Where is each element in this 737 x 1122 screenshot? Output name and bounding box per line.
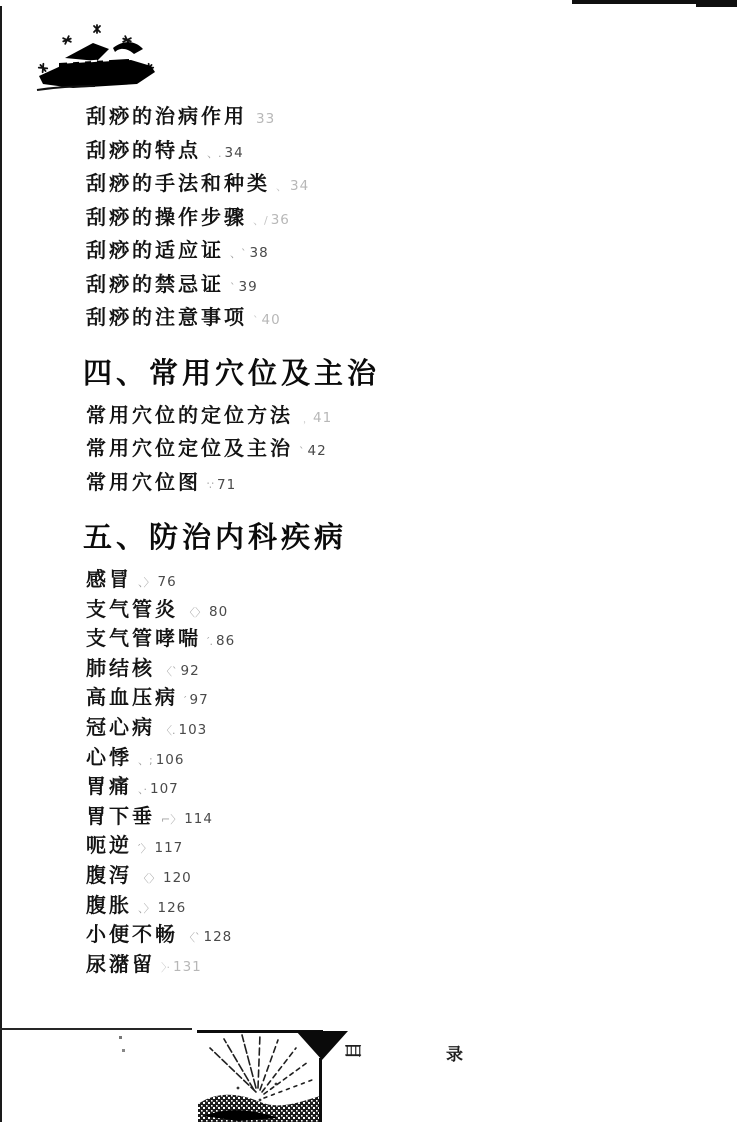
entry-page-number: 97 <box>189 692 209 709</box>
entry-title: 常用穴位定位及主治 <box>86 436 293 460</box>
entry-title: 感冒 <box>86 567 132 591</box>
footer-label-mu: 目 <box>342 1042 362 1059</box>
entry-leader-marks: 、. <box>207 146 222 160</box>
scan-speck <box>122 1049 125 1052</box>
entry-title: 常用穴位的定位方法 <box>86 402 293 427</box>
entry-title: 刮痧的特点 <box>86 137 201 162</box>
toc-entry <box>86 167 626 201</box>
boat-emblem-icon <box>33 18 167 102</box>
entry-title: 支气管哮喘 <box>86 626 201 651</box>
toc-entry <box>86 770 626 800</box>
entry-page-number: 40 <box>261 312 281 328</box>
footer-rule-left <box>0 1028 192 1030</box>
entry-title: 胃痛 <box>86 774 132 799</box>
entry-page-number: 86 <box>216 633 236 650</box>
entry-page-number: 80 <box>209 603 229 620</box>
entry-page-number: 36 <box>270 211 290 228</box>
entry-page-number: 126 <box>157 899 187 916</box>
toc-entry <box>86 918 626 948</box>
entry-leader-marks: 、〉 <box>138 901 155 915</box>
entry-page-number: 39 <box>238 278 258 295</box>
entry-page-number: 34 <box>290 178 310 194</box>
toc-entry <box>86 889 626 919</box>
footer-label-lu: 录 <box>446 1045 463 1065</box>
entry-page-number: 42 <box>307 443 327 459</box>
toc-entry <box>86 563 626 593</box>
entry-leader-marks: 〈` <box>184 931 201 945</box>
section-entry-list <box>86 563 626 977</box>
entry-title: 肺结核 <box>86 655 155 680</box>
toc-entry <box>86 301 626 335</box>
entry-leader-marks: 、 <box>276 180 287 193</box>
entry-leader-marks: 、· <box>138 783 147 797</box>
entry-title: 胃下垂 <box>86 803 155 828</box>
entry-title: 冠心病 <box>86 714 155 739</box>
entry-title: 刮痧的手法和种类 <box>86 171 270 195</box>
entry-page-number: 114 <box>184 810 213 827</box>
toc-entry <box>86 652 626 682</box>
entry-title: 刮痧的适应证 <box>86 238 224 262</box>
entry-page-number: 107 <box>150 781 179 798</box>
toc-entry <box>86 800 626 830</box>
entry-page-number: 120 <box>163 869 192 886</box>
entry-page-number: 117 <box>154 840 184 857</box>
entry-title: 腹泻 <box>86 862 132 887</box>
entry-title: 呃逆 <box>86 833 132 858</box>
entry-leader-marks: 、〉 <box>138 576 155 589</box>
entry-title: 刮痧的禁忌证 <box>86 271 224 296</box>
footer-vertical-line <box>319 1058 322 1122</box>
toc-section <box>83 520 626 977</box>
entry-leader-marks: 、; <box>138 753 153 767</box>
triangle-marker <box>296 1031 348 1060</box>
entry-leader-marks: ′ <box>184 694 187 708</box>
entry-page-number: 33 <box>256 111 276 127</box>
toc-entry <box>86 201 626 235</box>
entry-page-number: 71 <box>217 476 237 493</box>
entry-leader-marks: ` <box>253 314 259 327</box>
entry-leader-marks: ﹐ <box>299 411 310 425</box>
toc-entry <box>86 741 626 771</box>
toc-section <box>86 100 626 335</box>
entry-page-number: 76 <box>157 574 177 590</box>
section-entry-list <box>86 399 626 500</box>
entry-page-number: 34 <box>224 144 244 161</box>
toc-entry <box>86 100 626 134</box>
section-heading: 四、常用穴位及主治 <box>83 355 381 390</box>
entry-title: 心悸 <box>86 744 132 769</box>
toc-section <box>83 355 626 500</box>
entry-leader-marks: 〈〉 <box>184 605 206 619</box>
table-of-contents <box>83 100 626 977</box>
toc-entry <box>86 681 626 711</box>
entry-title: 支气管炎 <box>86 596 178 621</box>
entry-leader-marks: 、/ <box>253 213 268 227</box>
entry-page-number: 103 <box>178 721 208 738</box>
toc-entry <box>86 859 626 889</box>
section-entry-list <box>86 100 626 335</box>
toc-entry <box>86 399 626 433</box>
entry-title: 刮痧的注意事项 <box>86 305 247 329</box>
entry-leader-marks: 〉· <box>161 960 170 974</box>
entry-title: 小便不畅 <box>86 922 178 947</box>
entry-leader-marks: ′〉 <box>138 842 152 856</box>
entry-page-number: 106 <box>155 751 185 768</box>
entry-leader-marks: 〈` <box>161 664 178 678</box>
entry-page-number: 38 <box>249 245 269 261</box>
entry-leader-marks: ` <box>230 280 236 294</box>
entry-title: 腹胀 <box>86 892 132 917</box>
toc-entry <box>86 134 626 168</box>
entry-title: 常用穴位图 <box>86 469 201 494</box>
entry-leader-marks: 〈. <box>161 723 176 737</box>
toc-entry <box>86 432 626 466</box>
entry-leader-marks: ′. <box>207 635 213 649</box>
entry-title: 刮痧的治病作用 <box>86 104 247 128</box>
toc-entry <box>86 466 626 500</box>
entry-leader-marks: ∵ <box>207 478 214 492</box>
toc-entry <box>86 593 626 623</box>
scan-edge-line <box>0 6 2 1122</box>
entry-leader-marks: 、` <box>230 247 247 260</box>
entry-page-number: 128 <box>203 929 233 946</box>
entry-page-number: 41 <box>313 409 333 426</box>
entry-leader-marks: ⌐〉 <box>161 812 182 826</box>
toc-entry <box>86 829 626 859</box>
section-heading: 五、防治内科疾病 <box>83 520 348 554</box>
toc-entry <box>86 948 626 978</box>
scan-top-edge-bar-thick <box>696 0 737 7</box>
entry-page-number: 131 <box>173 958 202 975</box>
scan-speck <box>119 1036 122 1039</box>
entry-title: 尿潴留 <box>86 951 155 976</box>
entry-title: 高血压病 <box>86 685 178 710</box>
toc-entry <box>86 234 626 268</box>
entry-title: 刮痧的操作步骤 <box>86 204 247 229</box>
entry-leader-marks: ` <box>299 445 305 458</box>
toc-entry <box>86 268 626 302</box>
toc-entry <box>86 711 626 741</box>
toc-entry <box>86 622 626 652</box>
entry-leader-marks: 〈〉 <box>138 871 160 885</box>
entry-page-number: 92 <box>180 662 200 679</box>
